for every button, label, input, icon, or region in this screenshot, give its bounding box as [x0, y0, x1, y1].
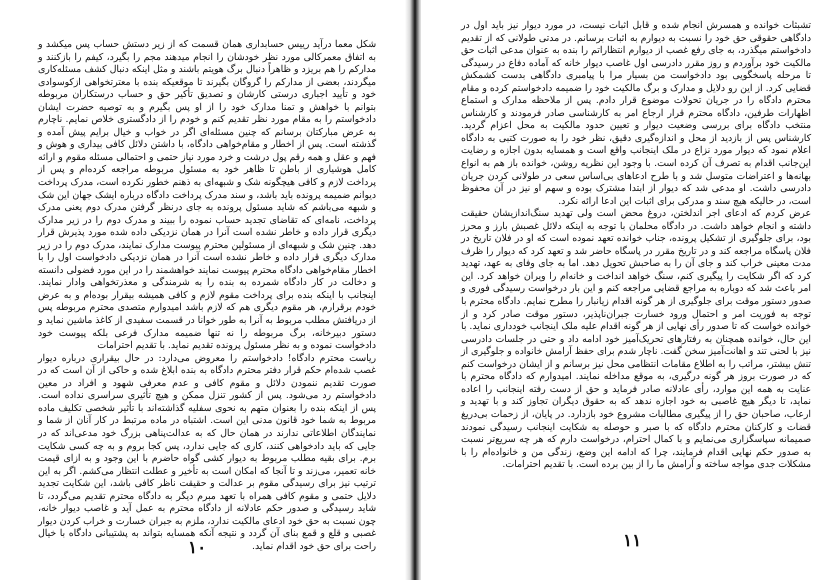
right-page-text [461, 20, 811, 472]
right-page [421, 0, 835, 580]
right-paragraph-1: تشبثات خوانده و همسرش انجام شده و قابل اثبات نیست، در مورد دیوار نیز باید اول در دادگاهی حقوقی حق خود را نسبت به دیوارم به اثبات برسانم. در مدتی طولانی که از تقدیم دادخواستم میگذرد، به جای رفع غصب از دیوارم انتظاراتم را بنده به عنوان مدعی اثبات حق مالکیت خود برآوردم و روز مقرر دادرسی اول غاصب دیوار خانه که آماده دفاع در رسیدگی تا مرحله پاسخگویی بود دادخواست من بسیار مرا با پیامبری دادگاهی بدست کشمکش قضایی کرد. از این رو دلایل و مدارک و برگ مالکیت خود را ضمیمه دادخواستم کرده و مقام محترم دادگاه را در جریان تحولات موضوع قرار دادم. پس از ملاحظه مدارک و استماع اظهارات طرفین، دادگاه محترم قرار ارجاع امر به کارشناسی صادر فرمودند و کارشناس منتخب دادگاه برای بررسی وضعیت دیوار و تعیین حدود مالکیت به محل اعزام گردید. کارشناس پس از بازدید از محل و اندازه‌گیری دقیق، نظر خود را به صورت کتبی به دادگاه اعلام نمود که دیوار مورد نزاع در ملک اینجانب واقع است و همسایه بدون اجازه و رضایت این‌جانب اقدام به تصرف آن کرده است. با وجود این نظریه روشن، خوانده باز هم به انواع بهانه‌ها و اعتراضات متوسل شد و با طرح ادعاهای بی‌اساس سعی در طولانی کردن جریان دادرسی داشت. او مدعی شد که دیوار از ابتدا مشترک بوده و سهم او نیز در آن محفوظ است، در حالیکه هیچ سند و مدرکی برای اثبات این ادعا ارائه نکرد. [461, 20, 811, 207]
left-paragraph-2: ریاست محترم دادگاه! دادخواستم را معروض می‌دارد: در حال بیقراری درباره دیوار غصب شده‌ام حکم قرار دفتر محترم دادگاه به بنده ابلاغ شده و حاکی از آن است که در صورت تقدیم ننمودن دلائل و مقوم کافی و عدم معرفی شهود و افراد در معین دادخواستم رد می‌شود. پس از کشور تنزل ممکن و هیچ تأثیری سراسری نداده است. پس از اینکه بنده را بعنوان متهم به نحوی سفلیه گذاشته‌اند با تأثیر شخصی تکلیف ماده مربوط به شما خود قانون مدنی این است. اشتباه در ماده مرتبط در کار آنان از شما و نمایندگان اطلاعاتی ندارند در همان حال که به عدالت‌پناهی بزرگ خود مدعی‌اند که در جایی که باید دادخواهی کنند، کاری که جایی ندارد، پس کجا بروم و به چه کسی شکایت برم. برای بقیه مطلب مربوط به دیوار کشی گواه حاضرم با این وجود و به ازای قیمت خانه تعمیر، می‌زند و تا آنجا که امکان است به تأخیر و عطلت انتظار می‌کشم. اگر به این ترتیب نیز برای رسیدگی مقوم بر عدالت و حقیقت ناظر کافی باشد، این شکایت تجدید دلایل حتمی و مقوم کافی همراه با تعهد مبرم دیگر به دادگاه محترم تقدیم می‌گردد، تا شاید رسیدگی و صدور حکم عادلانه از دادگاه محترم به عمل آید و غاصب دیوار خانه، چون نسبت به حق خود ادعای مالکیت ندارد، ملزم به جبران خسارت و خراب کردن دیوار غصبی و قلع و قمع بنای آن گردد و نتیجه آنکه همسایه بتواند به پشتیبانی دادگاه با خیال راحت برای حق خود اقدام نماید. [38, 352, 376, 552]
left-page-number: ۱۰ [188, 538, 207, 558]
right-paragraph-2: عرض کردم که ادعای اجر اندلختن، دروغ محض است ولی تهدید سنگ‌اندازیشان حقیقت داشته و انجام خواهد داشت. در دادگاه محلمان با توجه به اینکه دلائل غصبش بارز و محرز بود، برای جلوگیری از تشکیل پرونده، جناب خوانده تعهد نموده است که او در فلان تاریخ در فلان پاسگاه مراجعه کند و در تاریخ مقرر در پاسگاه حاضر شد و تعهد کرد که دیوار را ظرف مدت معینی خراب کند و جای آن را به صاحبش تحویل دهد. اما به جای وفای به عهد، تهدید کرد که اگر شکایت را پیگیری کنم، سنگ خواهد انداخت و خانه‌ام را ویران خواهد کرد. این امر باعث شد که دوباره به مراجع قضایی مراجعه کنم و این بار درخواست رسیدگی فوری و صدور دستور موقت برای جلوگیری از هر گونه اقدام زیانبار را مطرح نمایم. دادگاه محترم با توجه به فوریت امر و احتمال ورود خسارت جبران‌ناپذیر، دستور موقت صادر کرد و از خوانده خواست که تا صدور رأی نهایی از هر گونه اقدام علیه ملک اینجانب خودداری نماید. با این حال، خوانده همچنان به رفتارهای تحریک‌آمیز خود ادامه داد و حتی در جلسات دادرسی نیز با لحنی تند و اهانت‌آمیز سخن گفت. ناچار شدم برای حفظ آرامش خانواده و جلوگیری از تنش بیشتر، مراتب را به اطلاع مقامات انتظامی محل نیز برسانم و از ایشان درخواست کنم که در صورت بروز هر گونه درگیری، به موقع مداخله نمایند. امیدوارم که دادگاه محترم با عنایت به همه این موارد، رأی عادلانه صادر فرماید و حق از دست رفته اینجانب را اعاده نماید، تا دیگر هیچ غاصبی به خود اجازه ندهد که به حقوق دیگران تجاوز کند و با تهدید و ارعاب، صاحبان حق را از پیگیری مطالبات مشروع خود بازدارد. در پایان، از زحمات بی‌دریغ قضات و کارکنان محترم دادگاه که با صبر و حوصله به شکایت اینجانب رسیدگی نمودند صمیمانه سپاسگزاری می‌نمایم و با کمال احترام، درخواست دارم که هر چه سریع‌تر نسبت به صدور حکم نهایی اقدام فرمایند، چرا که ادامه این وضع، زندگی من و خانواده‌ام را با مشکلات جدی مواجه ساخته و آرامش ما را از بین برده است. با تقدیم احترامات. [461, 208, 811, 471]
left-paragraph-1: شکل معما درآید رییس حسابداری همان قسمت که از زیر دستش حساب پس میکشد و به اتفاق معمرکالی مورد نظر خودشان را انجام میدهند مجم را بگیرد، کیفم را بازکنند و مدارکم را هم بریزد و ظاهراً دنبال برگ هویتم باشند و مثل اینکه دنبال کشف مسئله‌کاری میگردند، بعضی از مدارکم را گروگان بگیرند تا موقعیکه بنده با معترتخواهی ازکوسوادی خود و تأیید اجباری درستی کارشان و تصدیق تأکیر حق و حساب درستکاران مربوطه بتوانم با خواهش و تمنا مدارک خود را از او پس بگیرم و به توصیه حضرت ایشان دادخواستم را به مقام مورد نظر تقدیم کنم و خودم را از دادگستری خلاص نمایم. ناچارم به عرض مبارکتان برسانم که چنین مسئله‌ای اگر در خواب و خیال برایم پیش آمده و گذشته است. پس از اخطار و مقام‌خواهی دادگاه، با داشتن دلائل کافی بیداری و هوش و فهم و عقل و همه رقم پول درشت و خرد مورد نیاز حتمی و احتمالی مسئله مقوم و ارائه کامل هوشیاری از باطن تا ظاهر خود به مسئول مربوطه مراجعه کرده‌ام و پس از پرداخت لازم و کافی هیچگونه شک و شبهه‌ای به ذهنم خطور نکرده است، مدرک پرداخت دیوانم ضمیمه پرونده باید باشد، و سند مدرک پرداخت دادگاه درباره ایشک جهان این شک و شبهه می‌باشم که شاید مسئول پرونده به جای درنظر گرفتن مدرک دوم یعنی مدرک پرداخت، نامه‌ای که تقاضای تجدید حساب نموده را ببیند و مدرک دوم را در زیر مدارک دیگری قرار داده و خاطر نشده است آنرا در همان نزدیکی داده شده مورد پذیرش قرار دهد. چنین شک و شبهه‌ای از مسئولین محترم پیوست مدارک نمایند، مدرک دوم را در زیر مدارک دیگری قرار داده و خاطر نشده است آنرا در همان نزدیکی دادخواست اول را با اخطار مقام‌خواهی دادگاه محترم پیوست نمایند خواهشمند را در این مورد فضولی دانسته و دخالت در کار دادگاه شمرده به بنده را به شرمندگی و معذرتخواهی وادار نمایند. اینجانب با اینکه بنده برای پرداخت مقوم لازم و کافی همیشه بیقرار بوده‌ام و به عرض خودم برقرارم، هر مقوم دیگری هم که لازم باشد امیدوارم متصدی محترم مربوطه پس از دریافتش مطلب مربوط به آنرا به طور خوانا در قسمت سفیدی از کاغذ ماشین نماید و دستور دبیرخانه، برگ مربوطه را نه تنها ضمیمه مدارک فرعی بلکه پیوست خود دادخواست نموده و به نظر مسئول پرونده تقدیم نماید. با تقدیم احترامات [38, 39, 376, 352]
left-page-text [38, 39, 376, 553]
left-page [0, 0, 414, 580]
right-page-number: ۱۱ [623, 531, 642, 551]
